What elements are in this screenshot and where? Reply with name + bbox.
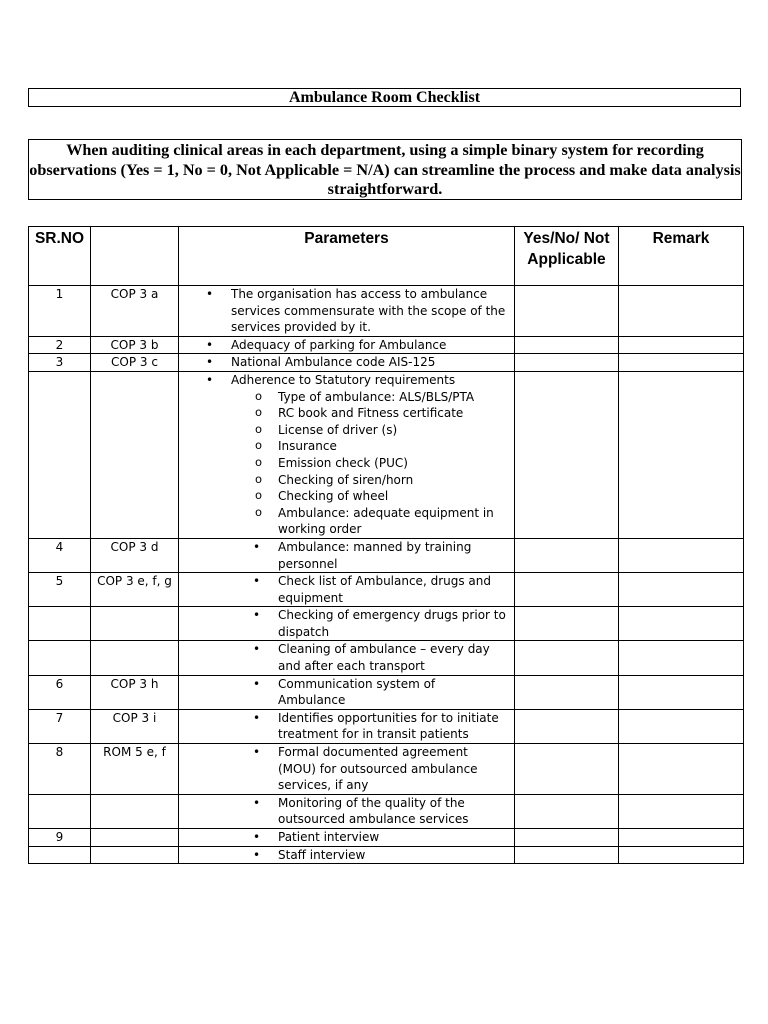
table-body [29, 286, 744, 864]
parameter-item: • Adherence to Statutory requirements [179, 372, 514, 389]
table-row [29, 846, 744, 864]
parameter-subitem: o RC book and Fitness certificate [179, 405, 514, 422]
parameter-item: • Staff interview [179, 847, 514, 864]
header-yes-no-na: Yes/No/ Not Applicable [515, 227, 619, 286]
table-row [29, 336, 744, 354]
parameter-item: • Formal documented agreement (MOU) for outsourced ambulance services, if any [179, 744, 514, 794]
row-code: COP 3 c [91, 354, 179, 372]
row-parameters [179, 709, 515, 743]
row-code: COP 3 b [91, 336, 179, 354]
row-parameters [179, 675, 515, 709]
table-header-row [29, 227, 744, 286]
row-parameters [179, 744, 515, 795]
parameter-item: • Checking of emergency drugs prior to dispatch [179, 607, 514, 640]
table-row [29, 538, 744, 572]
header-code [91, 227, 179, 286]
row-srno: 8 [29, 744, 91, 795]
row-yes-no-na-cell[interactable] [515, 794, 619, 828]
row-parameters [179, 794, 515, 828]
document-title: Ambulance Room Checklist [28, 88, 741, 107]
row-code: COP 3 e, f, g [91, 573, 179, 607]
row-srno [29, 846, 91, 864]
row-code: COP 3 i [91, 709, 179, 743]
row-parameters [179, 829, 515, 847]
row-srno [29, 607, 91, 641]
parameter-item: • Adequacy of parking for Ambulance [179, 337, 514, 354]
row-remark-cell[interactable] [619, 641, 744, 675]
row-yes-no-na-cell[interactable] [515, 538, 619, 572]
row-remark-cell[interactable] [619, 286, 744, 337]
row-remark-cell[interactable] [619, 573, 744, 607]
row-remark-cell[interactable] [619, 354, 744, 372]
row-remark-cell[interactable] [619, 675, 744, 709]
row-srno: 1 [29, 286, 91, 337]
row-srno: 6 [29, 675, 91, 709]
row-parameters [179, 538, 515, 572]
parameter-subitem: o Type of ambulance: ALS/BLS/PTA [179, 389, 514, 406]
row-srno: 9 [29, 829, 91, 847]
row-yes-no-na-cell[interactable] [515, 336, 619, 354]
row-yes-no-na-cell[interactable] [515, 744, 619, 795]
row-code: COP 3 h [91, 675, 179, 709]
row-parameters [179, 641, 515, 675]
row-remark-cell[interactable] [619, 744, 744, 795]
row-parameters [179, 354, 515, 372]
row-remark-cell[interactable] [619, 371, 744, 538]
table-row [29, 607, 744, 641]
parameter-item: • Monitoring of the quality of the outsourced ambulance services [179, 795, 514, 828]
header-remark: Remark [619, 227, 744, 286]
row-remark-cell[interactable] [619, 794, 744, 828]
parameter-item: • Identifies opportunities for to initiate treatment for in transit patients [179, 710, 514, 743]
row-srno: 7 [29, 709, 91, 743]
row-parameters [179, 336, 515, 354]
table-row [29, 641, 744, 675]
parameter-subitem: o Ambulance: adequate equipment in working order [179, 505, 514, 538]
row-code [91, 846, 179, 864]
table-row [29, 371, 744, 538]
table-row [29, 573, 744, 607]
row-remark-cell[interactable] [619, 709, 744, 743]
parameter-item: • Cleaning of ambulance – every day and after each transport [179, 641, 514, 674]
row-code [91, 607, 179, 641]
table-row [29, 354, 744, 372]
row-remark-cell[interactable] [619, 538, 744, 572]
row-srno: 2 [29, 336, 91, 354]
parameter-subitem: o Insurance [179, 438, 514, 455]
table-row [29, 744, 744, 795]
parameter-item: • Ambulance: manned by training personnel [179, 539, 514, 572]
parameter-item: • Patient interview [179, 829, 514, 846]
table-row [29, 709, 744, 743]
row-srno: 5 [29, 573, 91, 607]
parameter-item: • The organisation has access to ambulance services commensurate with the scope of the services provided by it. [179, 286, 514, 336]
row-yes-no-na-cell[interactable] [515, 675, 619, 709]
row-srno [29, 641, 91, 675]
row-remark-cell[interactable] [619, 336, 744, 354]
row-srno [29, 371, 91, 538]
parameter-item: • Check list of Ambulance, drugs and equipment [179, 573, 514, 606]
intro-note: When auditing clinical areas in each department, using a simple binary system for recording observations (Yes = 1, No = 0, Not Applicable = N/A) can streamline the process and make data analysis straightforward. [29, 141, 741, 198]
row-remark-cell[interactable] [619, 607, 744, 641]
checklist-table [28, 226, 744, 864]
parameter-subitem: o Checking of siren/horn [179, 472, 514, 489]
row-yes-no-na-cell[interactable] [515, 354, 619, 372]
row-code: ROM 5 e, f [91, 744, 179, 795]
row-yes-no-na-cell[interactable] [515, 709, 619, 743]
row-yes-no-na-cell[interactable] [515, 573, 619, 607]
header-srno: SR.NO [29, 227, 91, 286]
table-row [29, 675, 744, 709]
row-parameters [179, 371, 515, 538]
parameter-item: • Communication system of Ambulance [179, 676, 514, 709]
header-parameters: Parameters [179, 227, 515, 286]
row-yes-no-na-cell[interactable] [515, 607, 619, 641]
table-row [29, 286, 744, 337]
row-parameters [179, 846, 515, 864]
table-row [29, 794, 744, 828]
row-code [91, 829, 179, 847]
row-yes-no-na-cell[interactable] [515, 641, 619, 675]
row-srno: 4 [29, 538, 91, 572]
row-yes-no-na-cell[interactable] [515, 846, 619, 864]
row-code: COP 3 d [91, 538, 179, 572]
row-srno [29, 794, 91, 828]
row-parameters [179, 607, 515, 641]
parameter-subitem: o License of driver (s) [179, 422, 514, 439]
row-remark-cell[interactable] [619, 846, 744, 864]
parameter-subitem: o Emission check (PUC) [179, 455, 514, 472]
parameter-item: • National Ambulance code AIS-125 [179, 354, 514, 371]
row-code [91, 641, 179, 675]
row-yes-no-na-cell[interactable] [515, 286, 619, 337]
table-row [29, 829, 744, 847]
row-remark-cell[interactable] [619, 829, 744, 847]
row-yes-no-na-cell[interactable] [515, 829, 619, 847]
parameter-subitem: o Checking of wheel [179, 488, 514, 505]
row-parameters [179, 286, 515, 337]
row-code [91, 794, 179, 828]
row-code: COP 3 a [91, 286, 179, 337]
row-srno: 3 [29, 354, 91, 372]
row-parameters [179, 573, 515, 607]
row-yes-no-na-cell[interactable] [515, 371, 619, 538]
row-code [91, 371, 179, 538]
